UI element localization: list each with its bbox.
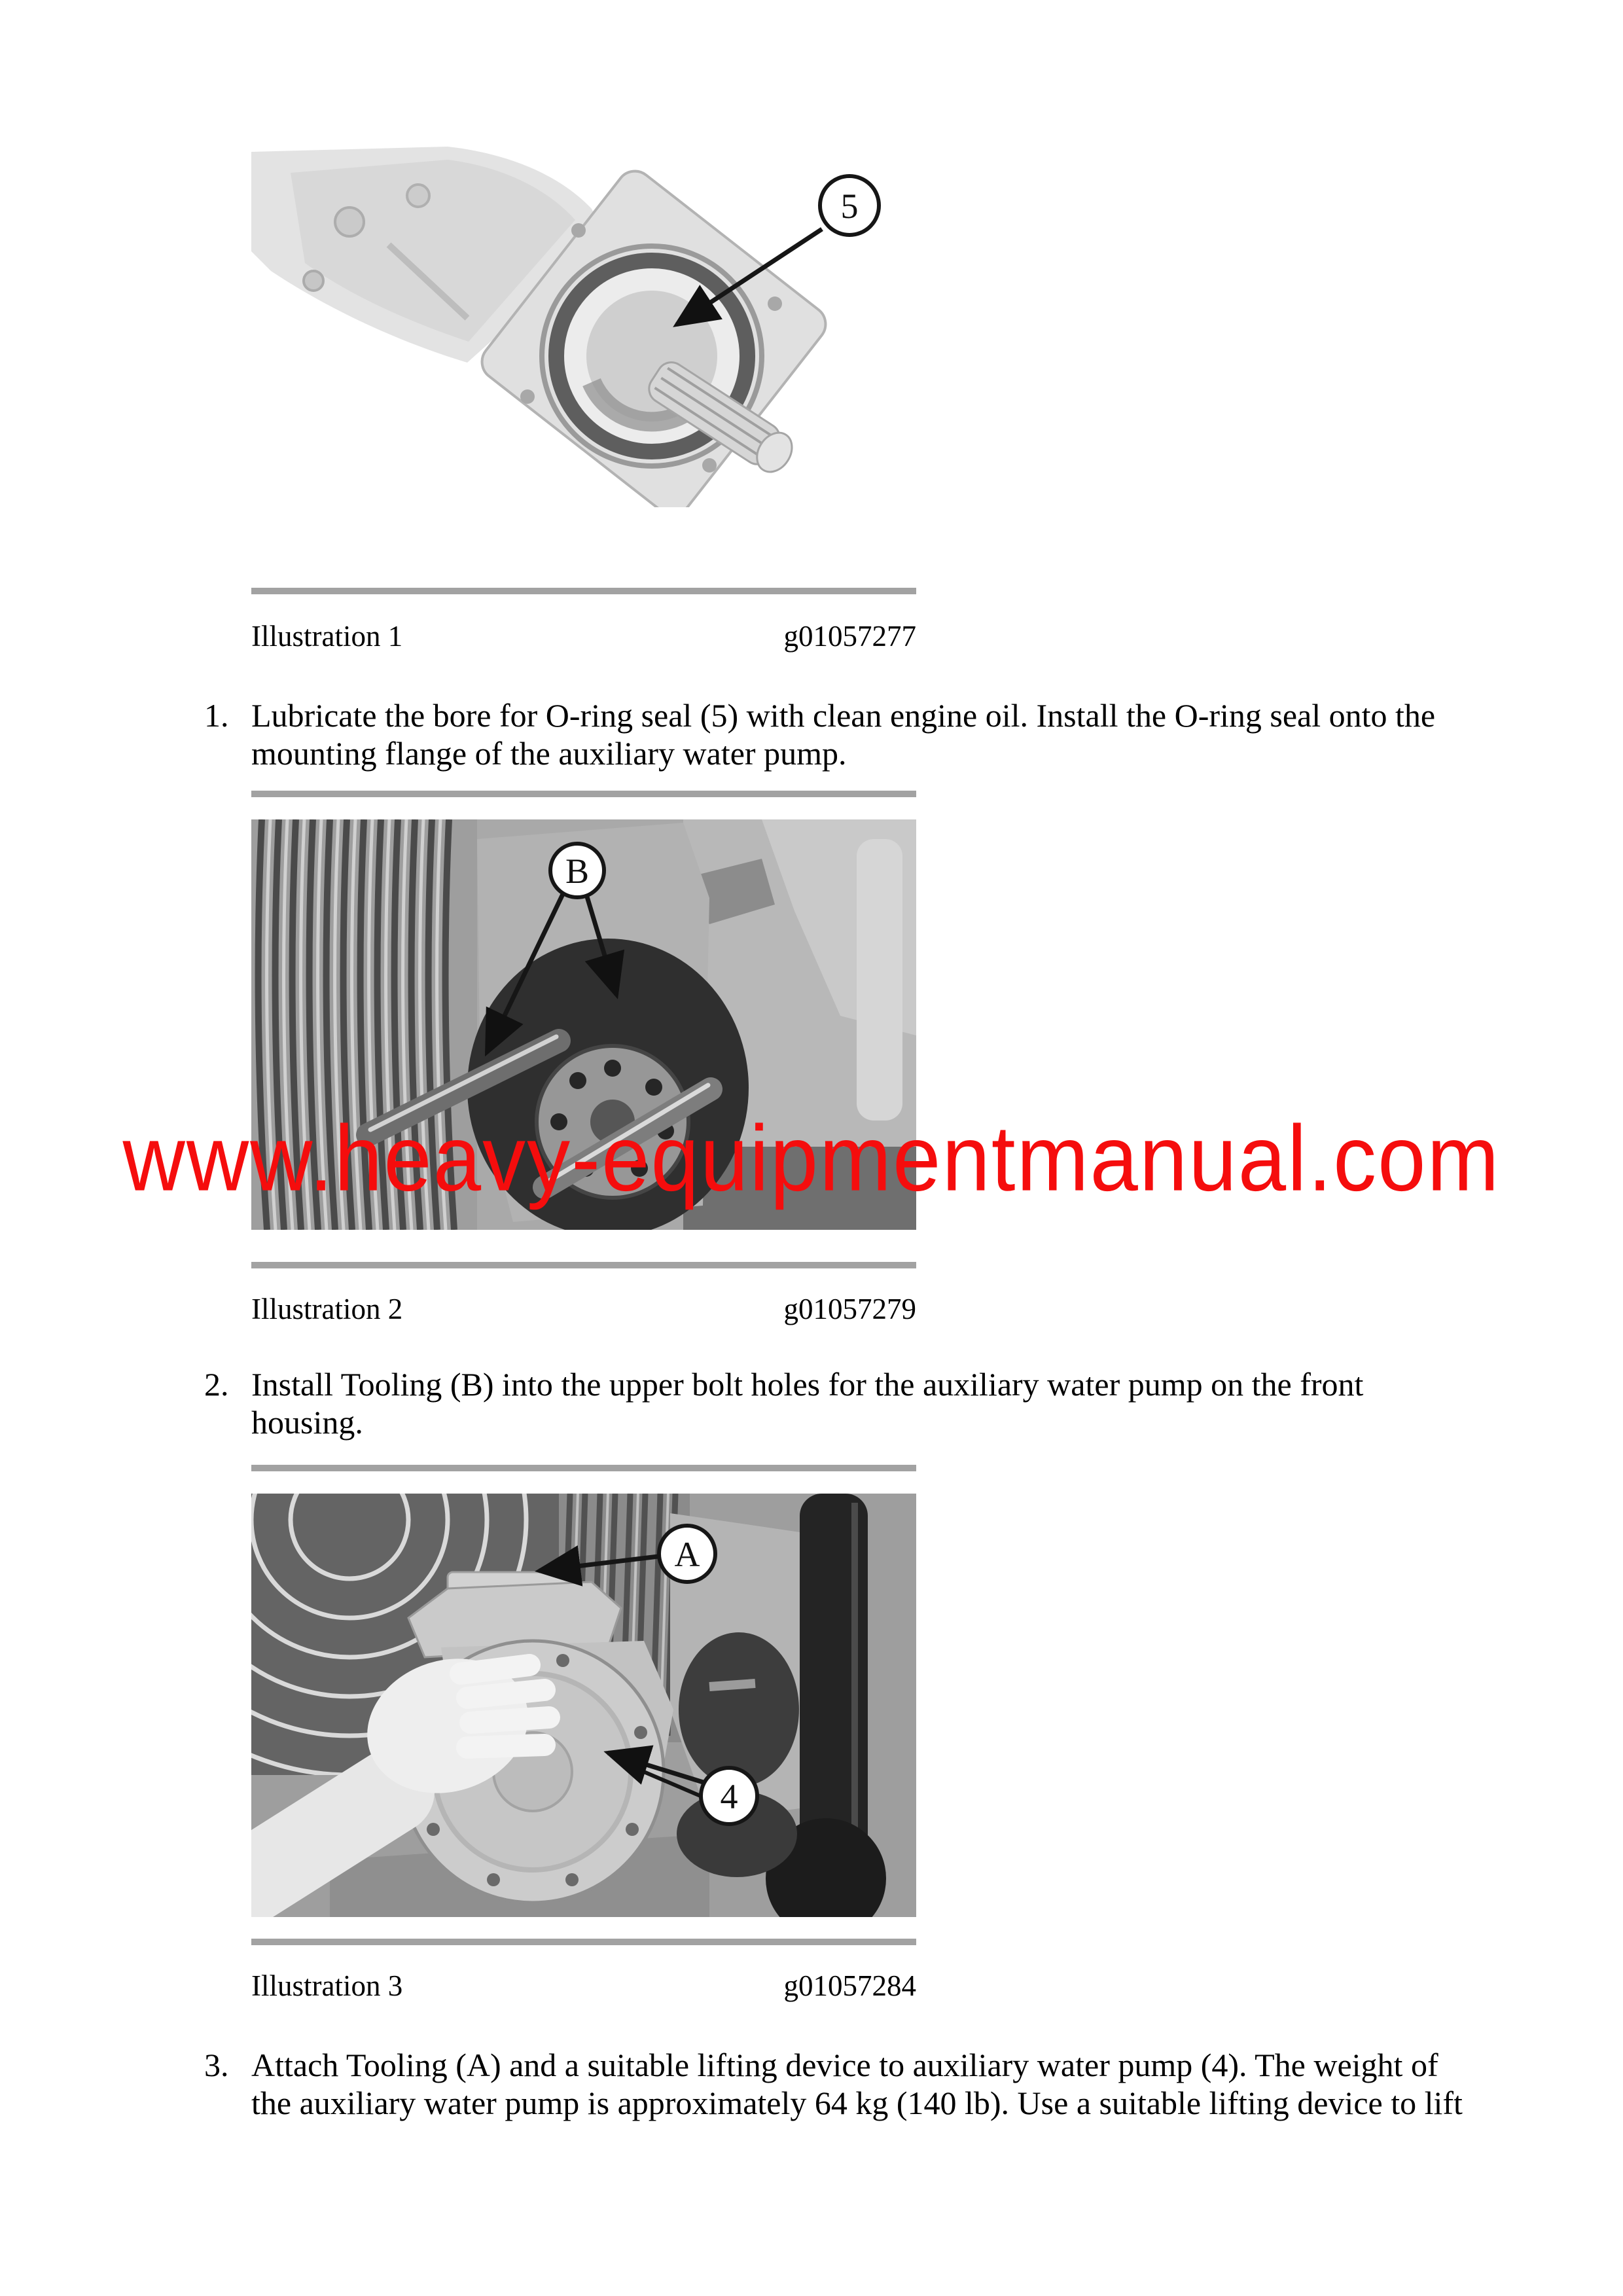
procedure-step	[204, 1365, 1363, 1441]
callout-4-label: 4	[720, 1776, 738, 1816]
caption-label: Illustration 2	[251, 1293, 403, 1325]
figure-top-rule	[251, 588, 916, 594]
graphic-id: g01057277	[783, 620, 916, 653]
illustration-3-photo	[251, 1494, 916, 1917]
callout-5-label: 5	[840, 186, 859, 226]
step-number: 1.	[204, 697, 229, 734]
callout-a-label: A	[674, 1534, 700, 1574]
step-text	[251, 1365, 1363, 1441]
figure-top-rule	[251, 1465, 916, 1471]
figure-caption	[251, 618, 916, 655]
step-number: 3.	[204, 2047, 229, 2083]
step-text-line: Lubricate the bore for O-ring seal (5) with clean engine oil. Install the O-ring seal onto the	[251, 697, 1436, 734]
step-text	[251, 696, 1435, 772]
illustration-1-photo	[251, 147, 916, 507]
caption-label: Illustration 3	[251, 1969, 403, 2002]
procedure-step	[204, 2046, 1463, 2122]
graphic-id: g01057284	[783, 1969, 916, 2002]
graphic-id: g01057279	[783, 1293, 916, 1325]
step-number: 2.	[204, 1366, 229, 1403]
figure-bottom-rule	[251, 1262, 916, 1268]
step-text-line: the auxiliary water pump is approximately 64 kg (140 lb). Use a suitable lifting device to lift	[251, 2085, 1463, 2121]
figure-caption	[251, 1291, 916, 1327]
callout-b-label: B	[565, 851, 590, 891]
figure-bottom-rule	[251, 1939, 916, 1945]
site-watermark: www.heavy-equipmentmanual.com	[122, 1106, 1501, 1210]
step-text-line: Install Tooling (B) into the upper bolt holes for the auxiliary water pump on the front	[251, 1366, 1364, 1403]
figure-top-rule	[251, 791, 916, 797]
step-text-line: housing.	[251, 1404, 363, 1441]
step-text-line: mounting flange of the auxiliary water pump.	[251, 735, 847, 772]
figure-caption	[251, 1967, 916, 2004]
caption-label: Illustration 1	[251, 620, 403, 653]
step-text-line: Attach Tooling (A) and a suitable lifting device to auxiliary water pump (4). The weight of	[251, 2047, 1438, 2083]
step-text	[251, 2046, 1463, 2122]
procedure-step	[204, 696, 1435, 772]
